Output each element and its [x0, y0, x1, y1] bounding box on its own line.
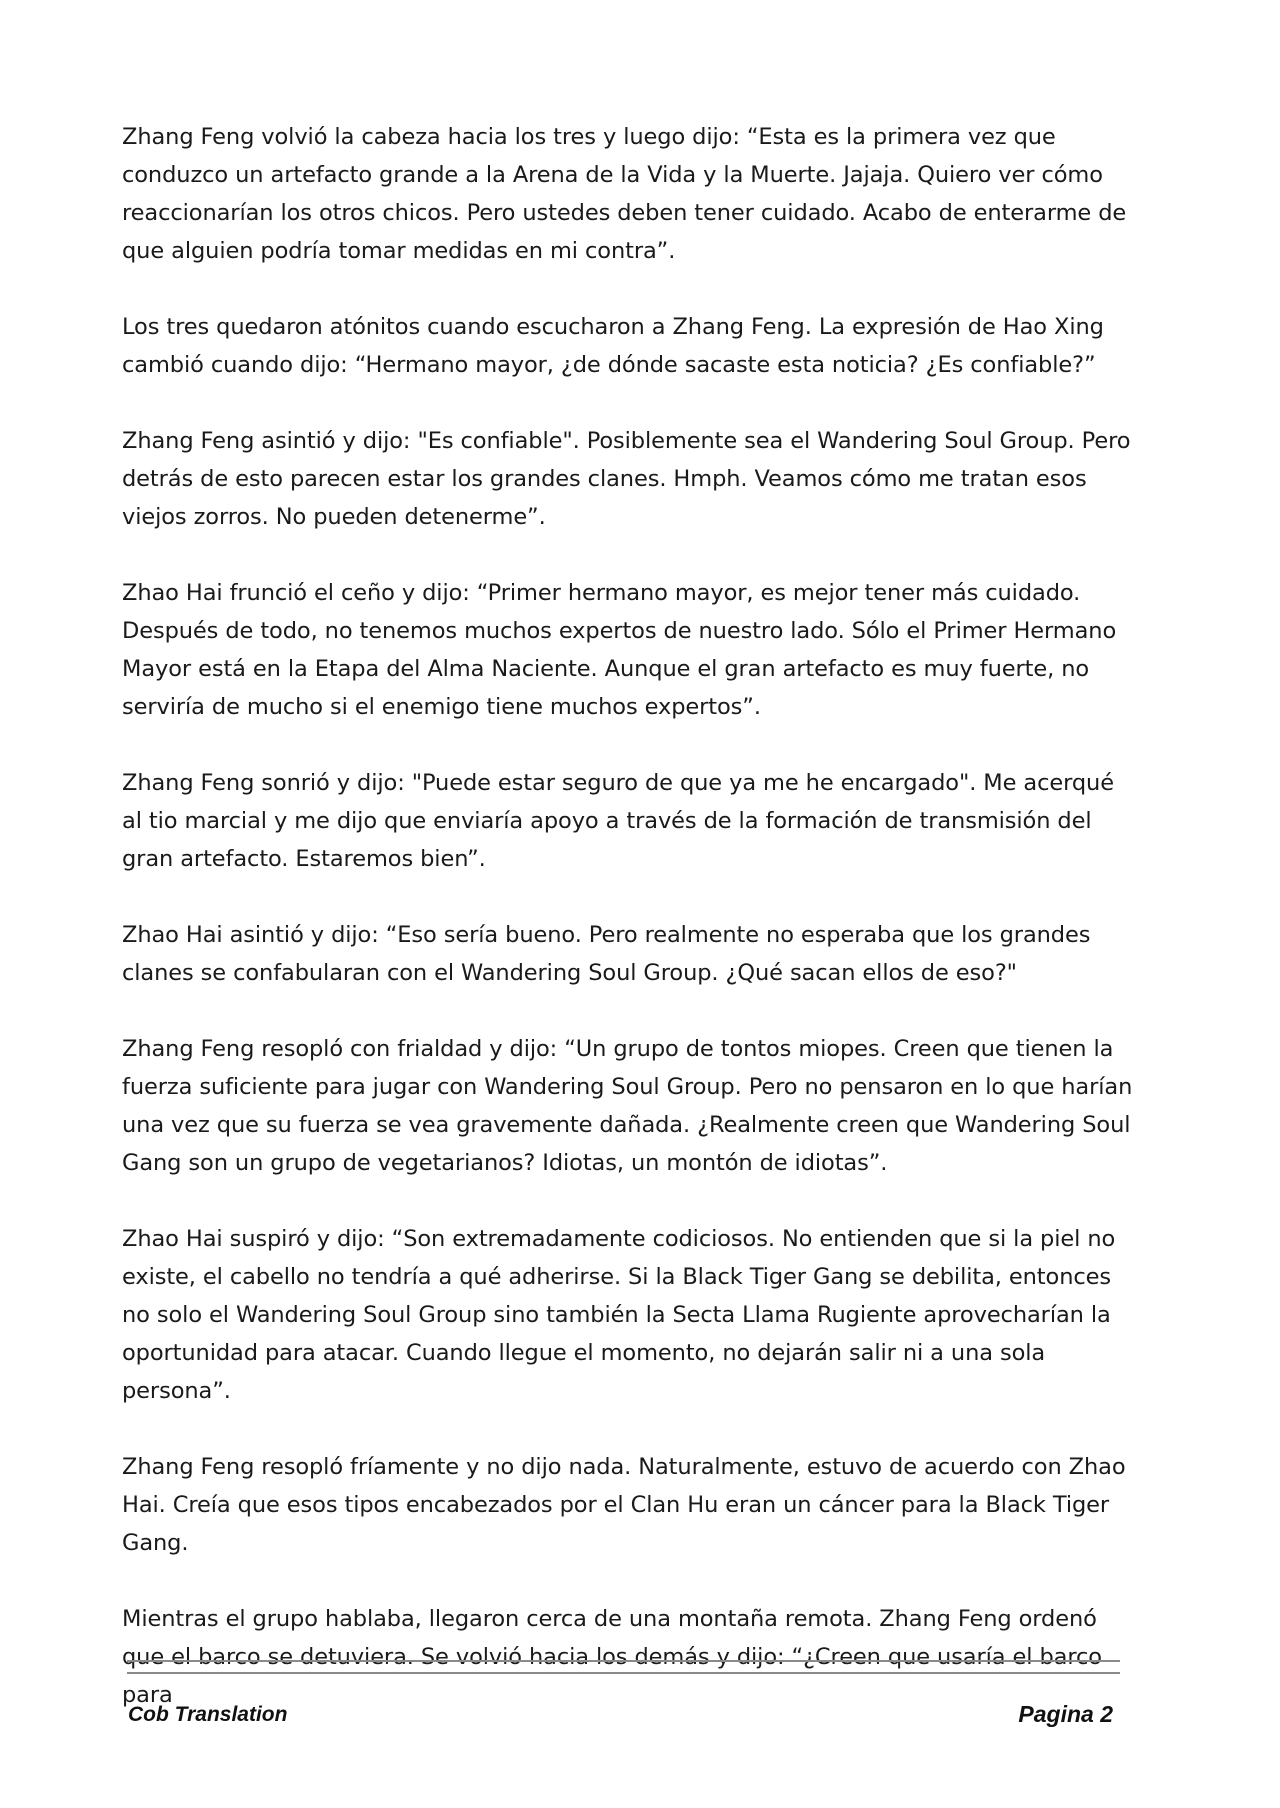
- footer-translator-label: Cob Translation: [128, 1703, 288, 1726]
- paragraph-3: Zhang Feng asintió y dijo: "Es confiable". Posiblemente sea el Wandering Soul Group. Pero detrás de esto parecen estar los grandes clanes. Hmph. Veamos cómo me tratan esos viejos zorros. No pueden detenerme”.: [122, 428, 1131, 530]
- paragraph-2: Los tres quedaron atónitos cuando escucharon a Zhang Feng. La expresión de Hao Xing cambió cuando dijo: “Hermano mayor, ¿de dónde sacaste esta noticia? ¿Es confiable?”: [122, 314, 1104, 378]
- footer-page-number: Pagina 2: [1018, 1701, 1113, 1727]
- paragraph-10: Mientras el grupo hablaba, llegaron cerca de una montaña remota. Zhang Feng ordenó que el barco se detuviera. Se volvió hacia los demás y dijo: “¿Creen que usaría el barco para: [122, 1606, 1102, 1708]
- body-text: [122, 118, 1137, 1752]
- footer-divider-bottom: [127, 1672, 1120, 1674]
- footer-divider-top: [127, 1660, 1120, 1662]
- paragraph-5: Zhang Feng sonrió y dijo: "Puede estar seguro de que ya me he encargado". Me acerqué al tio marcial y me dijo que enviaría apoyo a través de la formación de transmisión del gran artefacto. Estaremos bien”.: [122, 770, 1114, 872]
- paragraph-9: Zhang Feng resopló fríamente y no dijo nada. Naturalmente, estuvo de acuerdo con Zhao Hai. Creía que esos tipos encabezados por el Clan Hu eran un cáncer para la Black Tiger Gang.: [122, 1454, 1126, 1556]
- paragraph-8: Zhao Hai suspiró y dijo: “Son extremadamente codiciosos. No entienden que si la piel no existe, el cabello no tendría a qué adherirse. Si la Black Tiger Gang se debilita, entonces no solo el Wandering Soul Group sino también la Secta Llama Rugiente aprovecharían la oportunidad para atacar. Cuando llegue el momento, no dejarán salir ni a una sola persona”.: [122, 1226, 1116, 1404]
- paragraph-6: Zhao Hai asintió y dijo: “Eso sería bueno. Pero realmente no esperaba que los grandes clanes se confabularan con el Wandering Soul Group. ¿Qué sacan ellos de eso?": [122, 922, 1091, 986]
- paragraph-7: Zhang Feng resopló con frialdad y dijo: “Un grupo de tontos miopes. Creen que tienen la fuerza suficiente para jugar con Wandering Soul Group. Pero no pensaron en lo que harían una vez que su fuerza se vea gravemente dañada. ¿Realmente creen que Wandering Soul Gang son un grupo de vegetarianos? Idiotas, un montón de idiotas”.: [122, 1036, 1133, 1176]
- paragraph-4: Zhao Hai frunció el ceño y dijo: “Primer hermano mayor, es mejor tener más cuidado. Después de todo, no tenemos muchos expertos de nuestro lado. Sólo el Primer Hermano Mayor está en la Etapa del Alma Naciente. Aunque el gran artefacto es muy fuerte, no serviría de mucho si el enemigo tiene muchos expertos”.: [122, 580, 1117, 720]
- paragraph-1: Zhang Feng volvió la cabeza hacia los tres y luego dijo: “Esta es la primera vez que conduzco un artefacto grande a la Arena de la Vida y la Muerte. Jajaja. Quiero ver cómo reaccionarían los otros chicos. Pero ustedes deben tener cuidado. Acabo de enterarme de que alguien podría tomar medidas en mi contra”.: [122, 124, 1127, 264]
